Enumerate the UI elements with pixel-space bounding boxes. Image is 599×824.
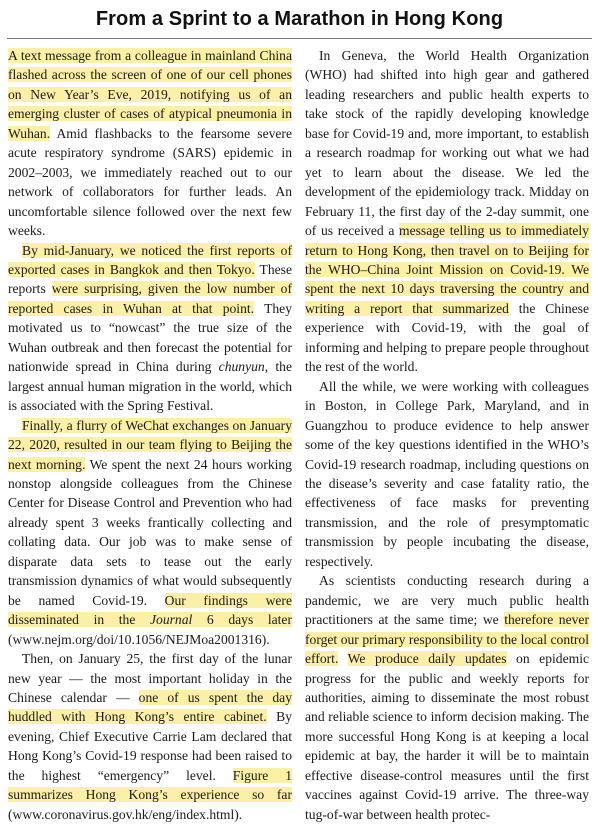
highlight: Finally, a flurry of WeChat exchanges on January 22, 2020, resulted in our team flying to Beijing the next morning. [8, 417, 292, 472]
text-run: Our findings were disseminated in the [8, 592, 292, 628]
paragraph-1 [8, 46, 292, 241]
text-run: on epidemic progress for the public and weekly reports for authorities, aiming to disseminate the most robust and reliable science to inform decision making. The more successful Hong Kong is at keeping a local epidemic at bay, the harder it will be to maintain effective disease-control measures until the first vaccines against Covid-19 arrive. The three-way tug-of-war between health protec- [305, 651, 589, 822]
text-run: Amid flashbacks to the fearsome severe acute respiratory syndrome (SARS) epidemic in 2002–2003, we immediately reached out to our network of collaborators for further leads. An uncomfortable silence followed over the next few weeks. [8, 125, 292, 239]
text-run: In Geneva, the World Health Organization (WHO) had shifted into high gear and gathered leading researchers and public health experts to take stock of the rapidly developing knowledge base for Covid-19 and, more important, to establish a research roadmap for working out what we had yet to learn about the disease. We led the development of the epidemiology track. Midday on February 11, the first day of the 2-day summit, one of us received a [305, 48, 589, 239]
text-run: By evening, Chief Executive Carrie Lam declared that Hong Kong’s Covid-19 response had been raised to the highest “emergency” level. [8, 709, 293, 783]
text-run: the largest annual human migration in the world, which is associated with the Spring Festival. [8, 359, 292, 414]
highlight: were surprising, given the low number of reported cases in Wuhan at that point. [8, 281, 292, 316]
paragraph-7 [305, 571, 589, 824]
text-run: (www.nejm.org/doi/10.1056/NEJMoa2001316). [8, 631, 270, 647]
text-run: They motivated us to “nowcast” the true size of the Wuhan outbreak and then forecast the potential for nationwide spread in China during [8, 300, 292, 375]
paragraph-2 [8, 241, 292, 416]
text-run: We spent the next 24 hours working nonstop alongside colleagues from the Chinese Center for Disease Control and Prevention who had already spent 3 weeks frantically collecting and collating data. Our job was to make sense of disparate data sets to tease out the early transmission dynamics of what would subsequently be named Covid-19. [8, 456, 292, 608]
highlight: message telling us to immediately return to Hong Kong, then travel on to Beijing for the WHO–China Joint Mission on Covid-19. We spent the next 10 days traversing the country and writing a report that summarized [305, 223, 589, 316]
paragraph-5 [305, 46, 589, 377]
italic-term: chunyun, [218, 359, 269, 375]
highlight: Figure 1 summarizes Hong Kong’s experience so far [8, 767, 292, 803]
left-column [8, 46, 292, 824]
highlight: therefore never forget our primary responsibility to the local control effort. [305, 612, 589, 667]
right-column [305, 46, 589, 824]
text-run: (www.coronavirus.gov.hk/eng/index.html). [8, 806, 243, 822]
text-run: the Chinese experience with Covid-19, with the goal of informing and helping to prepare people throughout the rest of the world. [305, 300, 589, 375]
text-run [338, 651, 347, 666]
article-title: From a Sprint to a Marathon in Hong Kong [95, 8, 504, 30]
text-run: Then, on January 25, the first day of the lunar new year — the most important holiday in the Chinese calendar — [8, 651, 292, 705]
paragraph-4 [8, 649, 292, 824]
title-divider [7, 38, 592, 39]
paragraph-6 [305, 377, 589, 572]
highlight: We produce daily updates [347, 651, 507, 667]
highlight: one of us spent the day huddled with Hong Kong’s entire cabinet. [8, 689, 292, 725]
journal-name: Journal [150, 612, 193, 628]
highlight: By mid-January, we noticed the first reports of exported cases in Bangkok and then Tokyo. [8, 242, 292, 277]
text-run: All the while, we were working with colleagues in Boston, in College Park, Maryland, and in Guangzhou to produce evidence to help answer some of the key questions identified in the WHO’s Covid-19 research roadmap, including questions on the disease’s severity and case fatality ratio, the effectiveness of face masks for preventing transmission, and the role of presymptomatic transmission by people incubating the disease, respectively. [305, 378, 589, 569]
text-run: 6 days later [192, 612, 292, 628]
highlight: A text message from a colleague in mainland China flashed across the screen of one of our cell phones on New Year’s Eve, 2019, notifying us of an emerging cluster of cases of atypical pneumonia in Wuhan. [8, 48, 292, 141]
text-run: As scientists conducting research during a pandemic, we are very much public health practitioners at the same time; we [305, 573, 589, 628]
text-run: These reports [8, 261, 292, 297]
paragraph-3 [8, 416, 292, 649]
